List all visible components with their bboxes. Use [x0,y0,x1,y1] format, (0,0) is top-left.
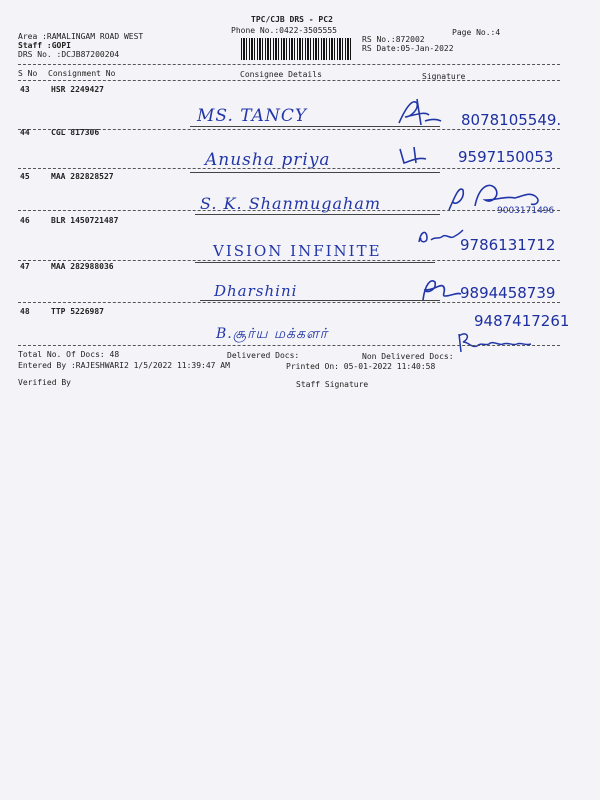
row-sno: 46 [20,216,30,225]
signature-mark [396,143,436,169]
row-rule [18,168,560,169]
drs-number: DRS No. :DCJB87200204 [18,50,120,59]
row-consignment: BLR 1450721487 [51,216,119,225]
signature-mark [455,328,535,356]
row-consignment: HSR 2249427 [51,85,104,94]
row-consignee-name: Anusha priya [205,150,331,170]
row-underline [195,214,440,215]
total-docs: Total No. Of Docs: 48 [18,350,120,359]
col-sno: S No [18,69,38,78]
staff-name: Staff :GOPI [18,41,71,50]
document-title: TPC/CJB DRS - PC2 [251,15,333,24]
barcode [241,38,353,60]
row-consignee-name: B.சூர்ய மக்களர் [216,326,329,342]
entered-by: Entered By :RAJESHWARI2 1/5/2022 11:39:47 AM [18,361,230,370]
row-sno: 44 [20,128,30,137]
row-underline [200,300,440,301]
row-phone: 9003171496 [497,206,555,216]
row-sno: 43 [20,85,30,94]
row-underline [190,172,440,173]
row-sno: 47 [20,262,30,271]
row-consignee-name: VISION INFINITE [213,242,382,260]
col-consignee: Consignee Details [240,70,322,79]
row-rule [18,302,560,303]
verified-by: Verified By [18,378,71,387]
row-sno: 48 [20,307,30,316]
row-consignee-name: MS. TANCY [197,106,308,126]
row-consignment: CGL 817306 [51,128,100,137]
rs-date: RS Date:05-Jan-2022 [362,44,454,53]
rs-number: RS No.:872002 [362,35,425,44]
row-consignment: TTP 5226987 [51,307,104,316]
row-phone: 9786131712 [460,236,556,254]
row-consignee-name: S. K. Shanmugaham [200,194,382,213]
row-rule [18,129,560,130]
col-signature: Signature [422,72,466,81]
row-phone: 9894458739 [460,284,556,302]
signature-mark [395,95,445,129]
row-rule [18,260,560,261]
row-consignment: MAA 282828527 [51,172,114,181]
row-rule [18,345,560,346]
row-rule [18,210,560,211]
area-label: Area :RAMALINGAM ROAD WEST [18,32,144,41]
signature-mark [417,274,465,304]
staff-signature: Staff Signature [296,380,369,389]
col-consignment: Consignment No [48,69,116,78]
page-number: Page No.:4 [452,28,501,37]
row-sno: 45 [20,172,30,181]
printed-on: Printed On: 05-01-2022 11:40:58 [286,362,436,371]
non-delivered-docs: Non Delivered Docs: [362,352,454,361]
row-phone: 9597150053 [458,148,554,166]
header-rule [18,64,560,65]
header-rule-bottom [18,80,560,81]
delivered-docs: Delivered Docs: [227,351,300,360]
row-phone: 9487417261 [474,312,570,330]
row-consignee-name: Dharshini [214,282,298,300]
row-consignment: MAA 282988036 [51,262,114,271]
phone-number: Phone No.:0422-3505555 [231,26,337,35]
row-phone: 8078105549. [461,111,562,129]
row-underline [195,262,435,263]
